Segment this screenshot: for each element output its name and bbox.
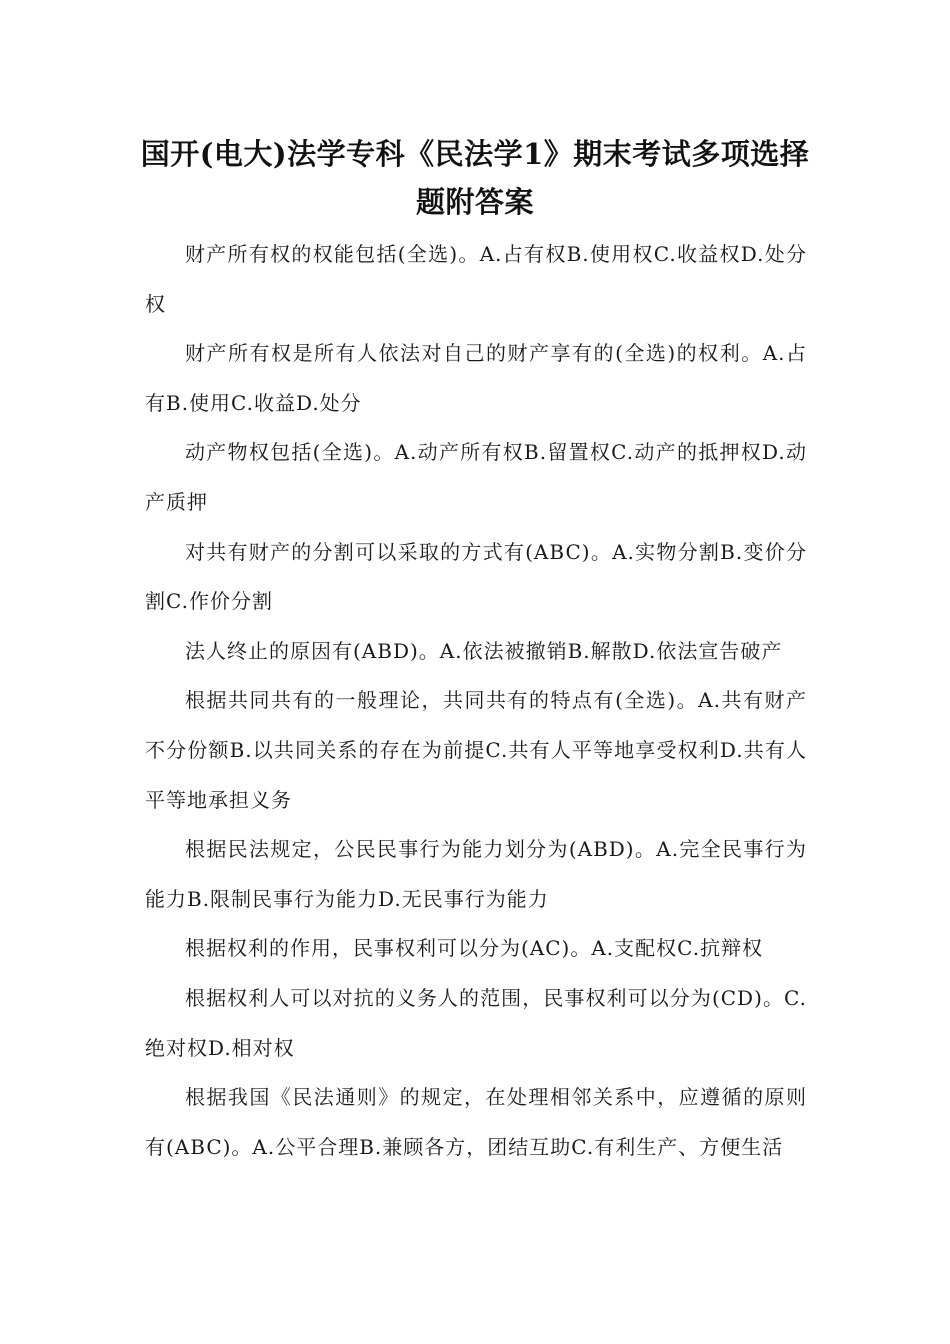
document-title: 国开(电大)法学专科《民法学1》期末考试多项选择题附答案 [140, 137, 810, 219]
question-paragraph-3: 动产物权包括(全选)。A.动产所有权B.留置权C.动产的抵押权D.动产质押 [145, 440, 807, 514]
question-paragraph-10: 根据我国《民法通则》的规定，在处理相邻关系中，应遵循的原则有(ABC)。A.公平合理B.兼顾各方，团结互助C.有利生产、方便生活 [145, 1085, 807, 1159]
question-paragraph-8: 根据权利的作用，民事权利可以分为(AC)。A.支配权C.抗辩权 [185, 936, 764, 961]
question-paragraph-7: 根据民法规定，公民民事行为能力划分为(ABD)。A.完全民事行为能力B.限制民事行为能力D.无民事行为能力 [145, 837, 807, 911]
question-paragraph-2: 财产所有权是所有人依法对自己的财产享有的(全选)的权利。A.占有B.使用C.收益D.处分 [145, 341, 807, 415]
question-paragraph-6: 根据共同共有的一般理论，共同共有的特点有(全选)。A.共有财产不分份额B.以共同关系的存在为前提C.共有人平等地享受权利D.共有人平等地承担义务 [145, 688, 807, 812]
question-paragraph-9: 根据权利人可以对抗的义务人的范围，民事权利可以分为(CD)。C.绝对权D.相对权 [145, 985, 807, 1060]
question-paragraph-5: 法人终止的原因有(ABD)。A.依法被撤销B.解散D.依法宣告破产 [185, 638, 783, 663]
document-body [145, 230, 807, 1172]
question-paragraph-4: 对共有财产的分割可以采取的方式有(ABC)。A.实物分割B.变价分割C.作价分割 [145, 539, 807, 614]
question-paragraph-1: 财产所有权的权能包括(全选)。A.占有权B.使用权C.收益权D.处分权 [145, 242, 807, 316]
